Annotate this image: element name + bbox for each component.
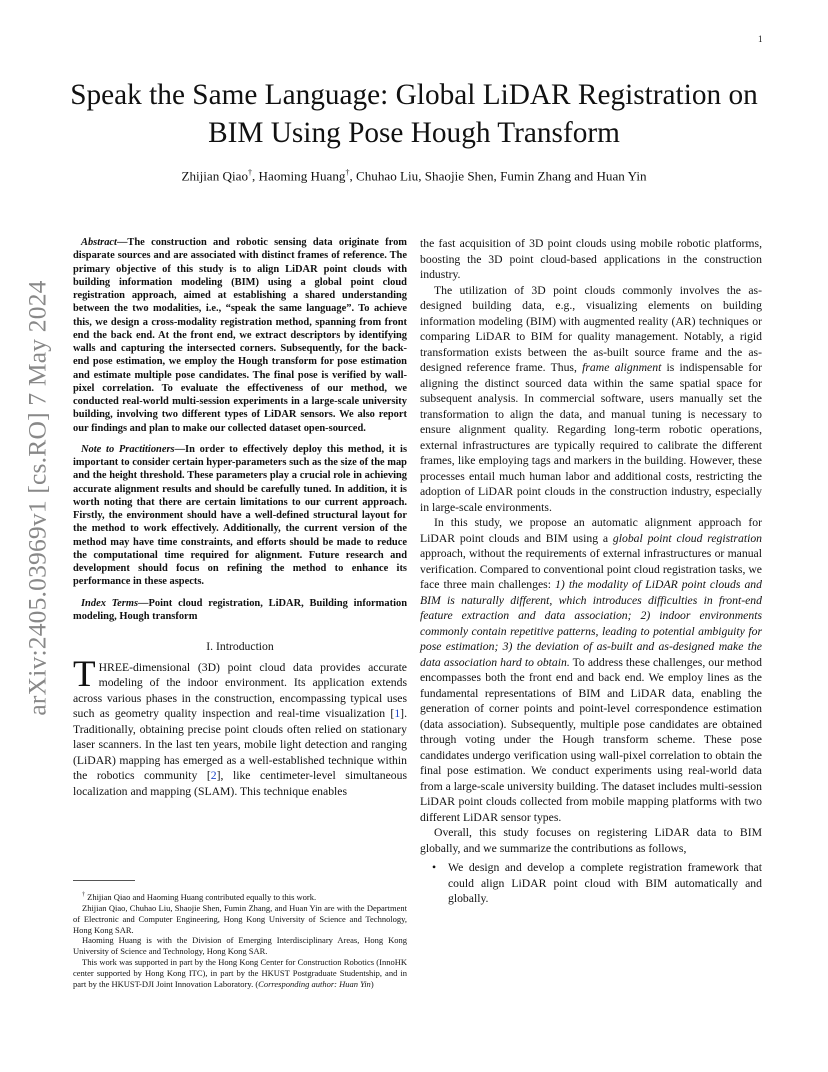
index-terms bbox=[73, 597, 407, 624]
intro-text: ]. Traditionally, obtaining precise point clouds often relied on stationary laser scanners. In the last ten years, mobile light detection and ranging (LiDAR) mapping has emerged as a well-established technique within the robotics community [ bbox=[73, 707, 407, 782]
author-name: Shaojie Shen bbox=[424, 168, 494, 184]
body-text: approach, without the requirements of external infrastructures or manual verification. Compared to conventional point cloud registration tasks, we face three main challenges: bbox=[420, 547, 762, 591]
footnote-divider bbox=[73, 880, 135, 881]
author-name: Haoming Huang bbox=[258, 168, 346, 184]
contribution-list bbox=[420, 860, 762, 907]
abstract-label: Abstract bbox=[81, 237, 117, 248]
drop-cap: T bbox=[73, 653, 96, 695]
body-text: In this study, we propose an automatic alignment approach for LiDAR point clouds and BIM using a bbox=[420, 516, 762, 545]
emphasis-text: frame alignment bbox=[582, 361, 662, 374]
body-paragraph: the fast acquisition of 3D point clouds using mobile robotic platforms, boosting the 3D point cloud-based applications in the construction industry. bbox=[420, 237, 762, 281]
author-separator: , bbox=[252, 168, 259, 184]
footnote-affiliation: Haoming Huang is with the Division of Emerging Interdisciplinary Areas, Hong Kong University of Science and Technology, Hong Kong SAR. bbox=[73, 935, 407, 957]
equal-contribution-mark: † bbox=[248, 168, 252, 177]
intro-text: ], like centimeter-level simultaneous localization and mapping (SLAM). This technique enables bbox=[73, 769, 407, 798]
footnote-mark: † bbox=[82, 892, 85, 898]
section-heading-introduction: I. Introduction bbox=[206, 640, 274, 653]
arxiv-identifier: arXiv:2405.03969v1 [cs.RO] 7 May 2024 bbox=[23, 280, 52, 716]
body-text: The utilization of 3D point clouds commonly involves the as-designed building data, e.g., visualizing elements on building information modeling (BIM) with augmented reality (AR) techniques or comparing LiDAR to BIM for quality management. Notably, a rigid transformation exists between the as-built source frame and the as-designed reference frame. Thus, bbox=[420, 283, 762, 374]
author-name: Zhijian Qiao bbox=[181, 168, 248, 184]
citation-link[interactable]: 1 bbox=[394, 707, 401, 720]
footnote-text: Zhijian Qiao and Haoming Huang contributed equally to this work. bbox=[85, 891, 317, 902]
author-conjunction: and bbox=[571, 168, 597, 184]
practitioners-text: —In order to effectively deploy this method, it is important to consider certain hyper-parameters such as the size of the map and the height threshold. These parameters play a crucial role in achieving accurate alignment results and should be carefully tuned. In addition, it is worth noting that there are certain limitations to our current approach. Firstly, the environment should have a well-defined structural layout for the method to work effectively. Additionally, the current version of the method may have time constraints, and efforts should be made to reduce the computational time required for alignment. Future research and development should focus on refining the method to enhance its performance in these aspects. bbox=[73, 443, 408, 588]
body-paragraph bbox=[420, 283, 762, 516]
challenges-list: 1) the modality of LiDAR point clouds and BIM is naturally different, which introduces difficulties in front-end feature extraction and data association; 2) indoor environments commonly contain repetitive patterns, leading to potential ambiguity for pose estimation; 3) the deviation of as-built and as-designed make the data association hard to obtain. bbox=[420, 578, 762, 669]
author-name: Fumin Zhang bbox=[500, 168, 571, 184]
equal-contribution-mark: † bbox=[345, 168, 350, 177]
practitioners-label: Note to Practitioners bbox=[81, 443, 175, 455]
body-text: is indispensable for aligning the distinct sourced data within the same spatial space for subsequent analysis. In commercial software, users manually set the transformation to align the data, and manual tuning is necessary to ensure alignment quality. Regarding long-term robotic operations, external infrastructures are typically required to calibrate the different frames, like employing tags and markers in the building. However, these processes entail much human labor and additional costs, restricting the adoption of LiDAR point clouds in the construction industry, especially in large-scale environments. bbox=[420, 361, 763, 514]
footnote-funding bbox=[73, 957, 407, 990]
note-to-practitioners bbox=[73, 443, 407, 589]
author-separator: , bbox=[349, 168, 357, 184]
emphasis-text: global point cloud registration bbox=[612, 531, 763, 545]
body-text: To address these challenges, our method encompasses both the front end and back end. We employ lines as the fundamental representations of BIM and LiDAR data, enabling the generation of corner points and point-level correspondence estimation (data association). Subsequently, multiple pose candidates are obtained through voting under the Hough transform scheme. These pose candidates undergo verification using wall-pixel correlation to obtain the final pose estimation. We conduct experiments using real-world data from a large-scale university building. The dataset includes multi-session LiDAR point clouds collected from mobile mapping platforms with two different LiDAR sensor types. bbox=[420, 655, 762, 824]
footnote-affiliation: Zhijian Qiao, Chuhao Liu, Shaojie Shen, Fumin Zhang, and Huan Yin are with the Department of Electronic and Computer Engineering, Hong Kong University of Science and Technology, Hong Kong SAR. bbox=[73, 902, 407, 935]
author-list bbox=[60, 168, 768, 184]
intro-paragraph bbox=[73, 653, 407, 800]
author-separator: , bbox=[418, 168, 425, 184]
author-name: Huan Yin bbox=[596, 168, 647, 184]
intro-text: HREE-dimensional (3D) point cloud data provides accurate modeling of the indoor environment. Its application extends across various phases in the construction, encompassing typical uses such as geometry quality inspection and real-time visualization [ bbox=[73, 660, 407, 720]
contribution-item: • We design and develop a complete registration framework that could align LiDAR point cloud with BIM automatically and globally. bbox=[448, 860, 762, 907]
abstract bbox=[73, 236, 407, 435]
index-terms-label: Index Terms bbox=[81, 597, 139, 609]
corresponding-author: Corresponding author: Huan Yin bbox=[258, 979, 371, 990]
body-paragraph: Overall, this study focuses on registering LiDAR data to BIM globally, and we summarize the contributions as follows, bbox=[420, 826, 762, 855]
body-paragraph bbox=[420, 515, 762, 825]
citation-link[interactable]: 2 bbox=[210, 769, 217, 782]
footnote-equal-contribution bbox=[73, 890, 407, 903]
page-number: 1 bbox=[758, 34, 763, 44]
paper-title: Speak the Same Language: Global LiDAR Registration on BIM Using Pose Hough Transform bbox=[70, 79, 758, 149]
left-column bbox=[73, 236, 407, 799]
footnotes bbox=[73, 890, 407, 990]
author-name: Chuhao Liu bbox=[356, 168, 419, 184]
right-column bbox=[420, 236, 762, 907]
index-terms-text: —Point cloud registration, LiDAR, Building information modeling, Hough transform bbox=[73, 597, 407, 622]
abstract-text: —The construction and robotic sensing data originate from disparate sources and are associated with distinct frames of reference. The primary objective of this study is to align LiDAR point clouds with building information modeling (BIM) using a global point cloud registration approach, aimed at establishing a shared understanding between the two modalities, i.e., “speak the same language”. To achieve this, we design a cross-modality registration method, spanning from front end the back end. At the front end, we extract descriptors by identifying walls and capturing the intersected corners. Subsequently, for the back-end pose estimation, we employ the Hough transform for pose estimation and estimate multiple pose candidates. The final pose is verified by wall-pixel correlation. To evaluate the effectiveness of our method, we conducted real-world multi-session experiments in a large-scale university building, involving two different types of LiDAR sensors. We also report our findings and plan to make our collected dataset open-sourced. bbox=[73, 237, 407, 434]
footnote-text: ) bbox=[370, 979, 374, 990]
footnote-text: This work was supported in part by the Hong Kong Center for Construction Robotics (InnoHK center supported by Hong Kong ITC), in part by the HKUST Postgraduate Studentship, and in part by the HKUST-DJI Joint Innovation Laboratory. ( bbox=[73, 957, 407, 990]
author-separator: , bbox=[493, 168, 501, 184]
arxiv-identifier-margin bbox=[22, 280, 54, 716]
